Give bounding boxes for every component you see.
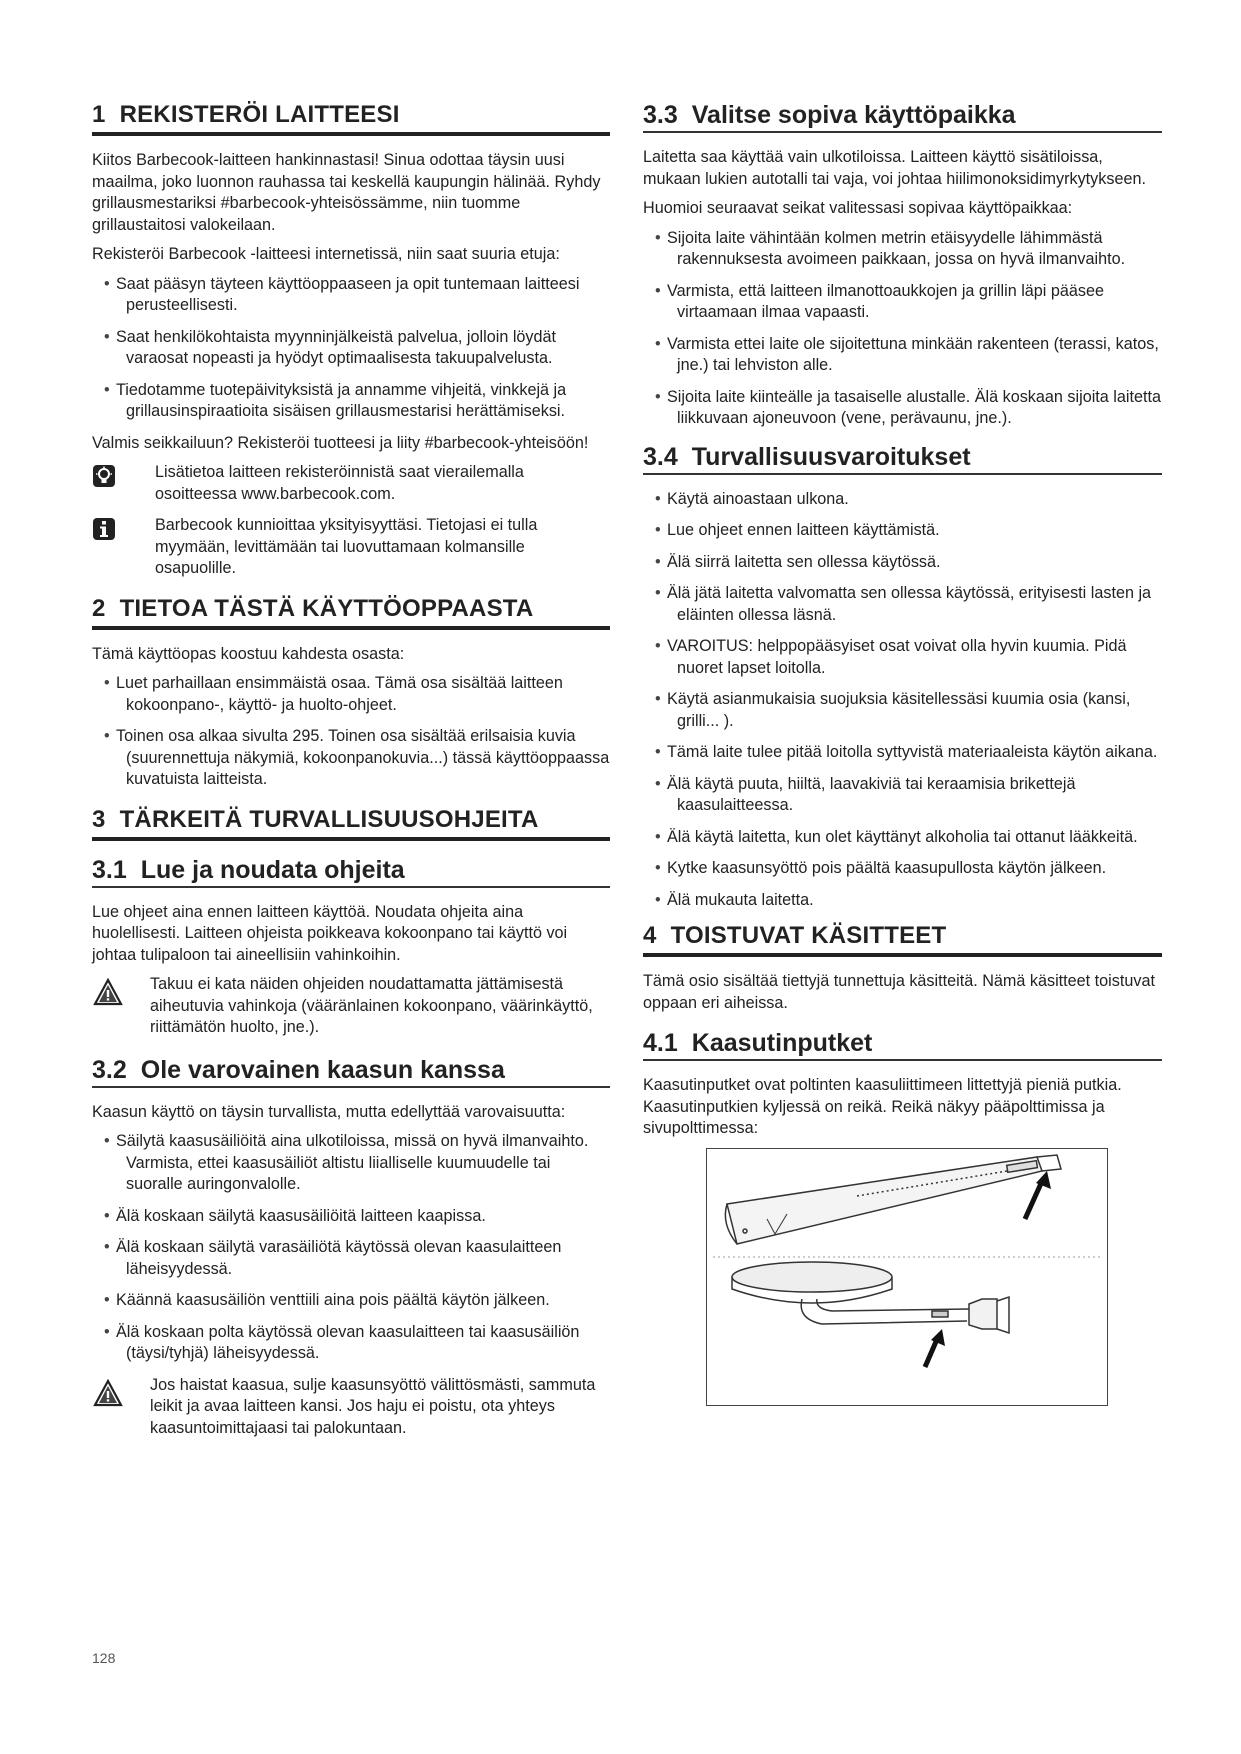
paragraph: Laitetta saa käyttää vain ulkotiloissa. Laitteen käyttö sisätiloissa, mukaan lukien autotalli tai vaja, voi johtaa hiilimonoksidimyrkytykseen. [643,148,1146,188]
heading-section-2 [92,594,610,630]
info-note [92,515,610,580]
list-item: • Saat henkilökohtaista myynninjälkeistä palvelua, jolloin löydät varaosat nopeasti ja hyödyt optimaalisesta takuupalvelusta. [104,327,557,367]
section-number: 3.3 [643,101,678,129]
paragraph: Kaasutinputket ovat poltinten kaasuliittimeen littettyjä pieniä putkia. Kaasutinputkien kyljessä on reikä. Reikä näkyy pääpolttimissa ja sivupolttimessa: [643,1076,1122,1137]
section-title: TIETOA TÄSTÄ KÄYTTÖOPPAASTA [119,594,534,622]
paragraph: Kiitos Barbecook-laitteen hankinnastasi! Sinua odottaa täysin uusi maailma, joko luonnon rauhassa tai keskellä kaupungin hälinää. Ryhdy grillausmestariksi #barbecook-yhteisössämme, niin tuomme grillaustaitosi valokeilaan. [92,151,601,234]
warning-note [92,974,610,1039]
list-item: • Tiedotamme tuotepäivityksistä ja annamme vihjeitä, vinkkejä ja grillausinspiraatioita sisäisen grillausmestarisi herättämiseksi. [104,380,567,420]
heading-section-3 [92,805,610,841]
list-item: • Älä käytä laitetta, kun olet käyttänyt alkoholia tai ottanut lääkkeitä. [643,827,1162,849]
bullet-icon: • [104,1291,110,1309]
list-item: • Käytä asianmukaisia suojuksia käsitellessäsi kuumia osia (kansi, grilli... ). [655,690,1131,730]
bullet-icon: • [104,327,110,346]
section-title: Ole varovainen kaasun kanssa [140,1055,505,1084]
section-number: 1 [92,101,106,128]
list-item: • Varmista, että laitteen ilmanottoaukkojen ja grillin läpi pääsee virtaamaan ilmaa vapaasti. [655,281,1105,321]
paragraph: Tämä käyttöopas koostuu kahdesta osasta: [92,644,405,663]
bullet-icon: • [655,334,661,353]
bullet-icon: • [104,1132,110,1150]
bullet-icon: • [104,727,110,745]
bullet-list [643,489,1162,912]
list-item: • Toinen osa alkaa sivulta 295. Toinen osa sisältää erilsaisia kuvia (suurennettuja näkymiä, kokoonpanokuvia...) tässä käyttöoppaassa kuvatuista laitteista. [104,727,610,788]
bullet-icon: • [655,228,661,247]
bullet-icon: • [655,827,661,846]
heading-section-4-1 [643,1028,1162,1061]
list-item: • Käännä kaasusäiliön venttiili aina pois päältä käytön jälkeen. [92,1290,610,1312]
bullet-icon: • [655,387,661,406]
tip-note [92,462,610,505]
list-item: • Älä mukauta laitetta. [643,890,1162,912]
warning-icon [93,978,123,1006]
side-burner-drawing [732,1262,1009,1333]
list-item: • Tämä laite tulee pitää loitolla syttyvistä materiaaleista käytön aikana. [643,742,1162,764]
list-item: • Älä siirrä laitetta sen ollessa käytössä. [643,552,1162,574]
info-text: Barbecook kunnioittaa yksityisyyttäsi. Tietojasi ei tulla myymään, levittämään tai luovuttamaan kolmansille osapuolille. [155,516,538,577]
bullet-icon: • [104,674,110,692]
bullet-icon: • [104,1322,110,1341]
list-item: • Älä käytä puuta, hiiltä, laavakiviä tai keraamisia brikettejä kaasulaitteessa. [655,774,1076,814]
section-title: REKISTERÖI LAITTEESI [119,101,400,128]
bullet-icon: • [104,380,110,399]
list-item: • Älä koskaan säilytä kaasusäiliöitä laitteen kaapissa. [92,1206,610,1228]
list-item: • Sijoita laite kiinteälle ja tasaiselle alustalle. Älä koskaan sijoita laitetta liikkuvaan ajoneuvoon (vene, perävaunu, jne.). [655,387,1161,427]
arrow-icon [1025,1179,1043,1219]
list-item: • VAROITUS: helppopääsyiset osat voivat olla hyvin kuumia. Pidä nuoret lapset loitolla. [655,637,1127,677]
section-number: 3 [92,805,106,833]
heading-section-3-1 [92,855,610,888]
list-item: • Lue ohjeet ennen laitteen käyttämistä. [643,520,1162,542]
bullet-icon: • [655,552,661,571]
paragraph: Valmis seikkailuun? Rekisteröi tuotteesi ja liity #barbecook-yhteisöön! [92,433,589,452]
warning-text: Takuu ei kata näiden ohjeiden noudattamatta jättämisestä aiheutuvia vahinkoja (vääränlainen kokoonpano, väärinkäyttö, riittämätön huolto, jne.). [150,975,593,1036]
bullet-icon: • [655,489,661,508]
paragraph: Tämä osio sisältää tiettyjä tunnettuja käsitteitä. Nämä käsitteet toistuvat oppaan eri aiheissa. [643,972,1155,1012]
paragraph: Lue ohjeet aina ennen laitteen käyttöä. Noudata ohjeita aina huolellisesti. Laitteen ohjeista poikkeava kokoonpano tai käyttö voi johtaa tulipaloon tai aineellisiin vahinkoihin. [92,902,568,964]
heading-section-3-4 [643,442,1162,475]
list-item: • Varmista ettei laite ole sijoitettuna minkään rakenteen (terassi, katos, jne.) tai lehviston alle. [655,334,1159,374]
list-item: • Älä koskaan polta käytössä olevan kaasulaitteen tai kaasusäiliön (täysi/tyhjä) läheisyydessä. [104,1322,580,1362]
list-item: • Saat pääsyn täyteen käyttöoppaaseen ja opit tuntemaan laitteesi perusteellisesti. [104,274,580,314]
left-column [92,100,610,1449]
bullet-icon: • [655,281,661,300]
paragraph: Kaasun käyttö on täysin turvallista, mutta edellyttää varovaisuutta: [92,1102,566,1121]
section-title: TÄRKEITÄ TURVALLISUUSOHJEITA [119,805,539,833]
paragraph: Huomioi seuraavat seikat valitessasi sopivaa käyttöpaikkaa: [643,199,1073,217]
heading-section-3-2 [92,1055,610,1088]
bullet-icon: • [655,584,661,602]
list-item: • Älä jätä laitetta valvomatta sen ollessa käytössä, erityisesti lasten ja eläinten ollessa läsnä. [655,584,1152,624]
list-item: • Käytä ainoastaan ulkona. [643,489,1162,511]
section-title: Valitse sopiva käyttöpaikka [691,101,1016,129]
bullet-icon: • [655,743,661,761]
bullet-icon: • [655,774,661,793]
bullet-icon: • [104,1238,110,1256]
tip-text: Lisätietoa laitteen rekisteröinnistä saat vierailemalla osoitteessa www.barbecook.com. [155,463,524,503]
burner-tube-illustration [706,1148,1108,1406]
bullet-list [92,1131,610,1365]
section-number: 4.1 [643,1029,678,1057]
section-title: TOISTUVAT KÄSITTEET [670,922,947,949]
section-number: 3.1 [92,855,127,884]
right-column [643,100,1162,1406]
bullet-icon: • [655,690,661,708]
section-title: Kaasutinputket [691,1029,873,1057]
section-title: Turvallisuusvaroitukset [691,442,971,471]
paragraph: Rekisteröi Barbecook -laitteesi internetissä, niin saat suuria etuja: [92,245,560,263]
list-item: • Säilytä kaasusäiliöitä aina ulkotiloissa, missä on hyvä ilmanvaihto. Varmista, ettei kaasusäiliöt altistu liialliselle kuumuudelle tai suoralle auringonvalolle. [104,1132,589,1193]
bullet-list [92,274,610,423]
list-item: • Luet parhaillaan ensimmäistä osaa. Tämä osa sisältää laitteen kokoonpano-, käyttö- ja huolto-ohjeet. [104,674,563,714]
lightbulb-icon [92,464,116,488]
main-burner-drawing [725,1155,1061,1244]
heading-section-4 [643,921,1162,957]
bullet-list [92,673,610,791]
section-number: 3.2 [92,1055,127,1084]
list-item: • Kytke kaasunsyöttö pois päältä kaasupullosta käytön jälkeen. [643,858,1162,880]
section-number: 2 [92,594,106,622]
warning-note [92,1375,610,1440]
bullet-icon: • [655,637,661,655]
section-number: 4 [643,922,657,949]
list-item: • Sijoita laite vähintään kolmen metrin etäisyydelle lähimmästä rakennuksesta avoimeen paikkaan, jossa on hyvä ilmanvaihto. [655,228,1126,268]
bullet-list [643,228,1162,430]
section-number: 3.4 [643,442,678,471]
heading-section-3-3 [643,100,1162,133]
list-item: • Älä koskaan säilytä varasäiliötä käytössä olevan kaasulaitteen läheisyydessä. [104,1238,562,1278]
warning-text: Jos haistat kaasua, sulje kaasunsyöttö välittösmästi, sammuta leikit ja avaa laitteen kansi. Jos haju ei poistu, ota yhteys kaasuntoimittajaasi tai palokuntaan. [150,1375,596,1437]
bullet-icon: • [104,1206,110,1225]
info-icon [92,517,116,541]
bullet-icon: • [655,521,661,539]
section-title: Lue ja noudata ohjeita [140,855,405,884]
bullet-icon: • [655,890,661,909]
bullet-icon: • [104,274,110,293]
page-number: 128 [92,1650,116,1666]
warning-icon [93,1379,123,1407]
bullet-icon: • [655,859,661,877]
heading-section-1 [92,100,610,136]
burner-illustration-svg [707,1149,1107,1405]
